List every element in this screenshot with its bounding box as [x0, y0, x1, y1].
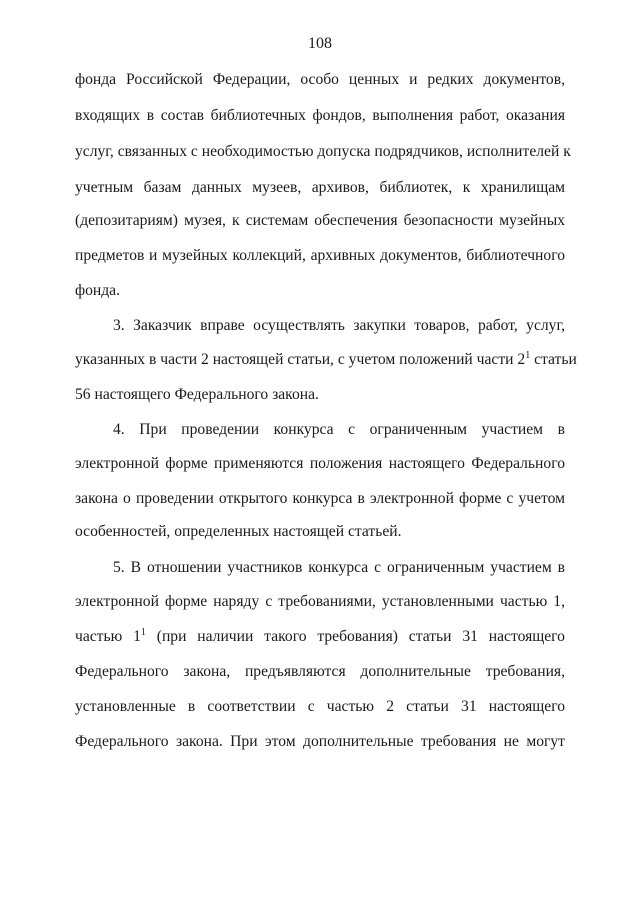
paragraph-2-line-2-tail: статьи	[530, 351, 577, 368]
paragraph-4-line-2: электронной форме наряду с требованиями, установленными частью 1,	[75, 593, 565, 610]
paragraph-4-line-3-text: частью 1	[75, 628, 141, 645]
paragraph-4-line-1: 5. В отношении участников конкурса с ограниченным участием в	[113, 559, 565, 576]
paragraph-4-line-5: установленные в соответствии с частью 2 статьи 31 настоящего	[75, 698, 565, 715]
paragraph-1-line-6: предметов и музейных коллекций, архивных документов, библиотечного	[75, 247, 565, 264]
paragraph-2-line-2-text: указанных в части 2 настоящей статьи, с учетом положений части 2	[75, 351, 526, 368]
page-number: 108	[308, 35, 332, 52]
paragraph-3-line-2: электронной форме применяются положения настоящего Федерального	[75, 455, 565, 472]
paragraph-1-line-3: услуг, связанных с необходимостью допуска подрядчиков, исполнителей к	[75, 143, 571, 160]
paragraph-1-line-5: (депозитариям) музея, к системам обеспечения безопасности музейных	[75, 212, 565, 229]
paragraph-3-line-1: 4. При проведении конкурса с ограниченным участием в	[113, 421, 565, 438]
paragraph-2-line-1: 3. Заказчик вправе осуществлять закупки товаров, работ, услуг,	[113, 317, 565, 334]
paragraph-1-line-7: фонда.	[75, 282, 120, 299]
superscript-index: 1	[525, 350, 531, 361]
paragraph-2-line-2	[75, 350, 577, 370]
paragraph-4-line-3	[75, 627, 565, 647]
paragraph-4-line-4: Федерального закона, предъявляются дополнительные требования,	[75, 663, 565, 680]
paragraph-4-line-6: Федерального закона. При этом дополнительные требования не могут	[75, 733, 565, 750]
superscript-index: 1	[140, 627, 146, 638]
paragraph-3-line-4: особенностей, определенных настоящей статьей.	[75, 523, 402, 540]
paragraph-1-line-4: учетным базам данных музеев, архивов, библиотек, к хранилищам	[75, 179, 565, 196]
paragraph-3-line-3: закона о проведении открытого конкурса в электронной форме с учетом	[75, 490, 565, 507]
paragraph-2-line-3: 56 настоящего Федерального закона.	[75, 386, 319, 403]
paragraph-1-line-2: входящих в состав библиотечных фондов, выполнения работ, оказания	[75, 107, 565, 124]
paragraph-1-line-1: фонда Российской Федерации, особо ценных и редких документов,	[75, 71, 565, 88]
paragraph-4-line-3-tail: (при наличии такого требования) статьи 31 настоящего	[145, 628, 565, 645]
